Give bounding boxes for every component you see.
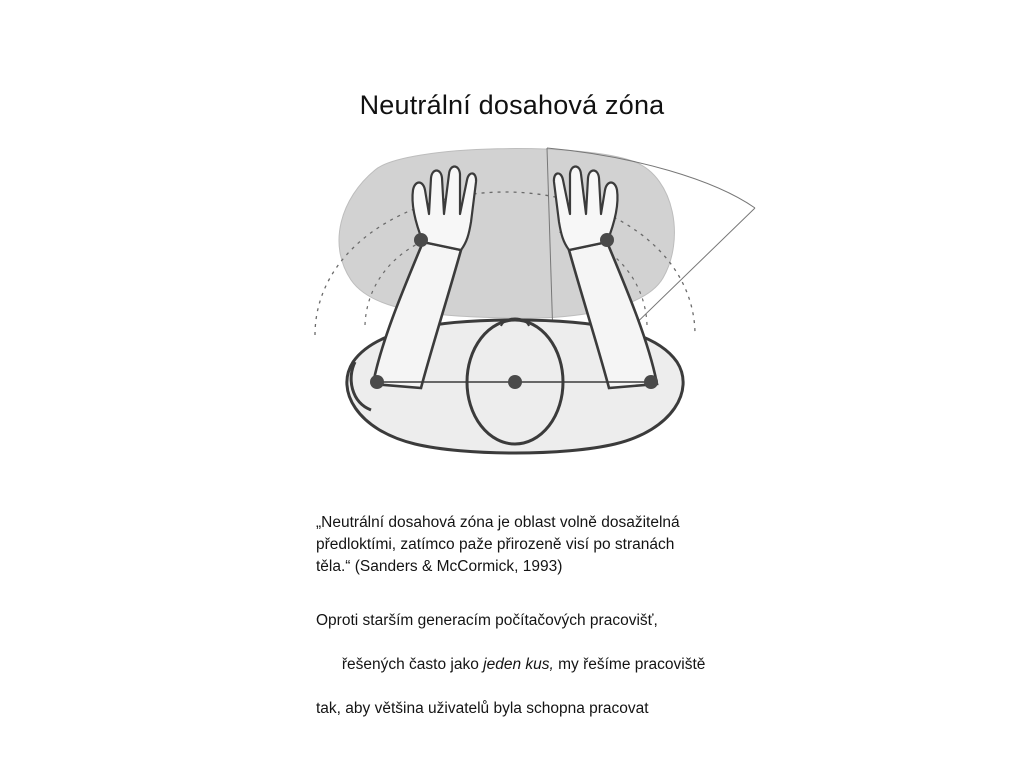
page-title: Neutrální dosahová zóna <box>359 90 665 120</box>
commentary-line-2 <box>316 632 746 698</box>
quote-caption <box>316 512 746 578</box>
center-dot <box>508 375 522 389</box>
quote-line-3: těla.“ (Sanders & McCormick, 1993) <box>316 558 563 575</box>
left-shoulder-dot <box>370 375 384 389</box>
quote-line-1: „Neutrální dosahová zóna je oblast volně dosažitelná <box>316 514 680 531</box>
commentary-italic-segment: jeden kus, <box>483 656 554 673</box>
left-elbow-dot <box>414 233 428 247</box>
diagram-svg <box>255 130 775 480</box>
quote-line-2: předloktími, zatímco paže přirozeně visí po stranách <box>316 536 675 553</box>
commentary-caption <box>316 610 746 720</box>
neutral-reach-zone-figure <box>255 130 775 480</box>
commentary-line-2-suffix: my řešíme pracoviště <box>553 656 706 673</box>
right-elbow-dot <box>600 233 614 247</box>
commentary-line-3: tak, aby většina uživatelů byla schopna pracovat <box>316 700 649 717</box>
commentary-line-2-prefix: řešených často jako <box>341 656 484 673</box>
commentary-line-1: Oproti starším generacím počítačových pracovišť, <box>316 612 658 629</box>
right-shoulder-dot <box>644 375 658 389</box>
